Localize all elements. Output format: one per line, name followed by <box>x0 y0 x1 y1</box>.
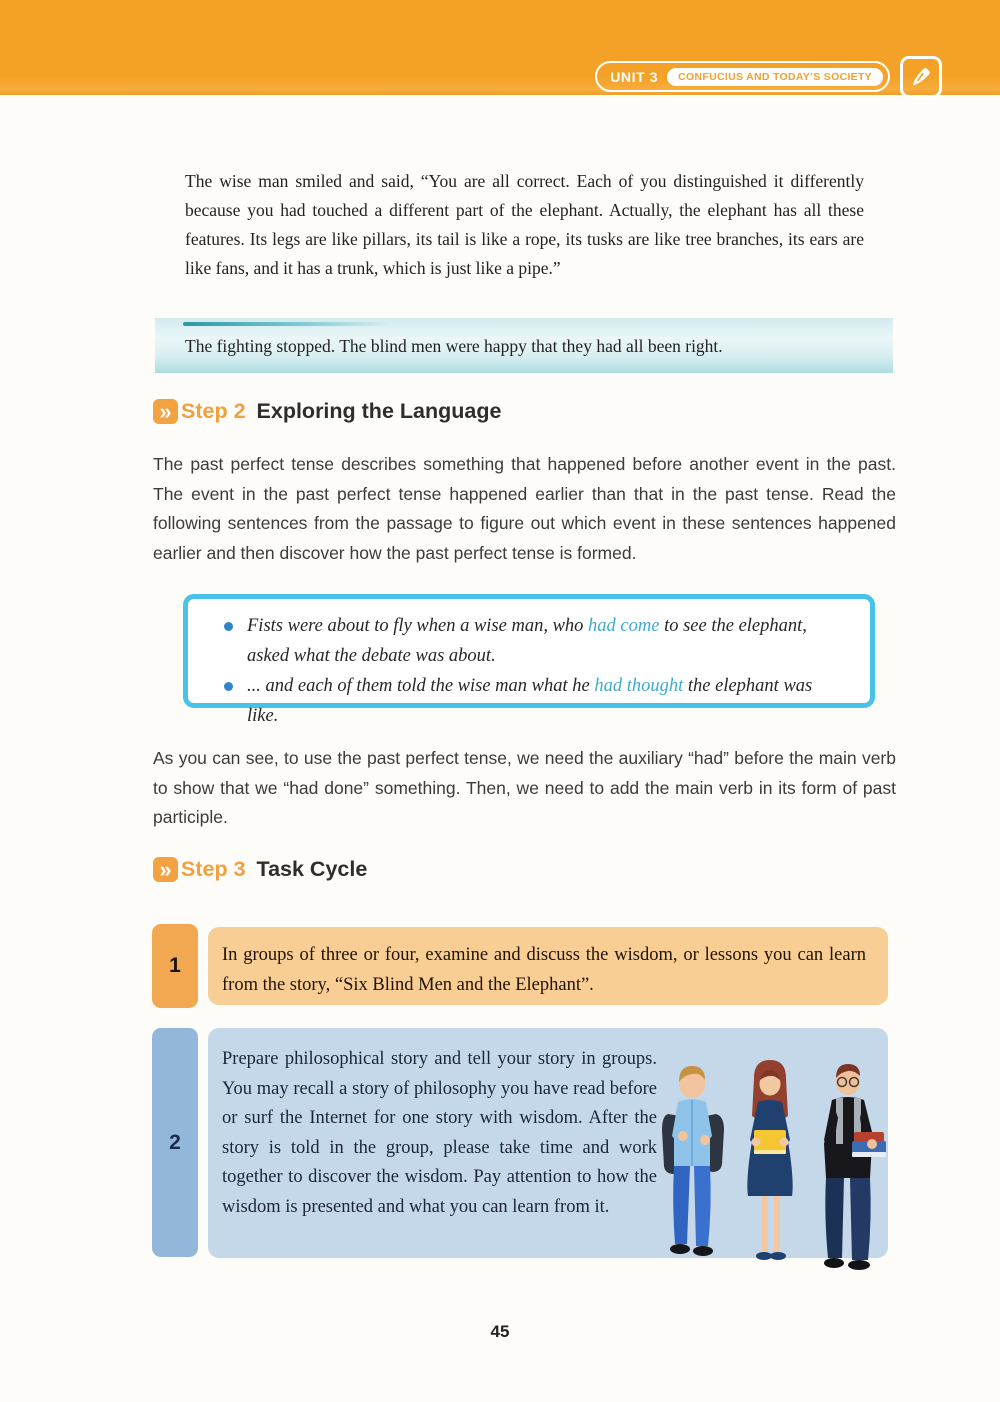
step3-heading <box>153 857 367 882</box>
task2-text: Prepare philosophical story and tell your story in groups. You may recall a story of philosophy you have read before or surf the Internet for one story with wisdom. After the story is told in the group, please take time and work together to discover the wisdom. Pay attention to how the wisdom is presented and what you can learn from it. <box>222 1049 657 1217</box>
example-sentence-list <box>222 611 848 731</box>
task2-number-tab: 2 <box>152 1028 198 1257</box>
task1-number-tab: 1 <box>152 924 198 1008</box>
pen-icon <box>900 56 942 98</box>
step2-heading <box>153 399 501 424</box>
unit-number-label: UNIT 3 <box>610 68 659 85</box>
page-number: 45 <box>490 1322 510 1341</box>
student-man-books <box>824 1064 886 1270</box>
task1-card <box>208 927 888 1005</box>
step3-title: Task Cycle <box>256 857 368 881</box>
example-sentence-2 <box>222 671 848 731</box>
student-girl-book <box>747 1060 792 1260</box>
example-sentence-1 <box>222 611 848 671</box>
example1-pre: Fists were about to fly when a wise man, who <box>247 616 589 636</box>
story-conclusion-text: The fighting stopped. The blind men were happy that they had all been right. <box>185 336 723 356</box>
step2-title: Exploring the Language <box>256 399 502 423</box>
past-perfect-intro-paragraph: The past perfect tense describes something that happened before another event in the past. The event in the past perfect tense happened earlier than that in the past tense. Read the following sentences from the passage to figure out which event in these sentences happened earlier and then discover how the past perfect tense is formed. <box>153 454 896 563</box>
unit-title-pill: CONFUCIUS AND TODAY’S SOCIETY <box>667 68 883 86</box>
step-chevrons-icon: » <box>153 857 178 882</box>
story-conclusion-box <box>155 318 893 373</box>
example2-post: the elephant was like. <box>247 676 813 726</box>
header-band <box>0 0 1000 95</box>
task1-text: In groups of three or four, examine and discuss the wisdom, or lessons you can learn from the story, “Six Blind Men and the Elephant”. <box>222 945 866 995</box>
student-boy-backpack <box>662 1066 724 1256</box>
bullet-dot-icon <box>224 622 233 631</box>
bullet-dot-icon <box>224 682 233 691</box>
example2-pre: ... and each of them told the wise man what he <box>247 676 595 696</box>
pen-glyph <box>908 64 934 90</box>
unit-badge <box>595 61 890 92</box>
example2-verb-highlight: had thought <box>594 676 684 696</box>
step2-label: Step 2 <box>181 399 246 423</box>
past-perfect-explanation-paragraph: As you can see, to use the past perfect tense, we need the auxiliary “had” before the main verb to show that we “had done” something. Then, we need to add the main verb in its form of past participle. <box>153 748 896 827</box>
step3-label: Step 3 <box>181 857 246 881</box>
decorative-gradient-line <box>183 322 390 326</box>
example1-verb-highlight: had come <box>588 616 660 636</box>
example1-post: to see the elephant, asked what the debate was about. <box>247 616 807 666</box>
story-paragraph: The wise man smiled and said, “You are all correct. Each of you distinguished it differently because you had touched a different part of the elephant. Actually, the elephant has all these features. Its legs are like pillars, its tail is like a rope, its tusks are like tree branches, its ears are like fans, and it has a trunk, which is just like a pipe.” <box>185 171 864 278</box>
step-chevrons-icon: » <box>153 399 178 424</box>
students-illustration <box>650 1044 892 1284</box>
example-sentences-box <box>183 594 875 726</box>
